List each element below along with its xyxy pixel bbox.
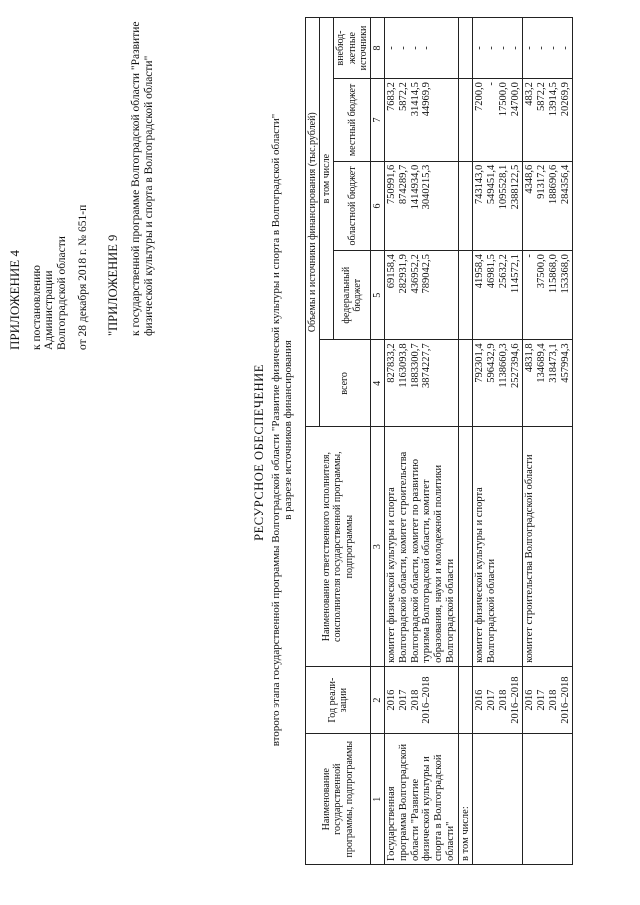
- header-including: в том числе: [320, 18, 334, 340]
- extra-cell: - - - -: [523, 18, 573, 79]
- empty-cell: [458, 79, 473, 162]
- empty-cell: [473, 734, 523, 865]
- document-subtitle: [270, 15, 295, 845]
- header-name: Наименование государственной программы, подпрограммы: [306, 734, 371, 865]
- document-title: РЕСУРСНОЕ ОБЕСПЕЧЕНИЕ: [252, 364, 266, 541]
- empty-cell: [458, 427, 473, 666]
- subtitle-line: в разрезе источников финансирования: [282, 340, 295, 520]
- federal-cell: 41958,4 46981,5 25632,2 114572,1: [473, 251, 523, 340]
- regional-cell: 4348,6 91317,2 188690,6 284356,4: [523, 161, 573, 250]
- column-number: 3: [370, 427, 384, 666]
- executor-cell: комитет физической культуры и спорта Волгоградской области: [473, 427, 523, 666]
- table-row: [473, 18, 523, 865]
- local-cell: 7683,2 5872,2 31414,5 44969,9: [385, 79, 459, 162]
- resolution-line: к постановлению: [30, 265, 43, 350]
- empty-cell: [458, 666, 473, 733]
- empty-cell: [458, 251, 473, 340]
- header-federal: федеральный бюджет: [334, 251, 371, 340]
- empty-cell: [523, 734, 573, 865]
- header-extra: внебюд-жетные источники: [334, 18, 371, 79]
- resolution-line: Администрации: [43, 270, 56, 350]
- column-number: 6: [370, 161, 384, 250]
- column-number: 1: [370, 734, 384, 865]
- extra-cell: - - - -: [385, 18, 459, 79]
- header-year: Год реали-зации: [306, 666, 371, 733]
- empty-cell: [458, 340, 473, 427]
- subtitle-line: второго этапа государственной программы Волгоградской области "Развитие физической культуры и спорта в Волгоградской области": [270, 113, 282, 747]
- total-cell: 4831,8 134689,4 318473,1 457994,3: [523, 340, 573, 427]
- resolution-line: Волгоградской области: [56, 236, 69, 350]
- regional-cell: 750991,6 874289,7 1414934,0 3040215,3: [385, 161, 459, 250]
- years-cell: 2016 2017 2018 2016–2018: [473, 666, 523, 733]
- program-name-cell: Государственная программа Волгоградской области "Развитие физической культуры и спорта в Волгоградской области": [385, 734, 459, 865]
- total-cell: 827833,2 1163093,8 1883300,7 3874227,7: [385, 340, 459, 427]
- resolution-header: [8, 20, 156, 350]
- table-row: [523, 18, 573, 865]
- resolution-date-line: от 28 декабря 2018 г. № 651-п: [77, 204, 90, 350]
- appendix-label: ПРИЛОЖЕНИЕ 4: [7, 250, 22, 350]
- appendix9-label: "ПРИЛОЖЕНИЕ 9: [106, 234, 121, 336]
- local-cell: 7200,0 - 17500,0 24700,0: [473, 79, 523, 162]
- header-local: местный бюджет: [334, 79, 371, 162]
- column-number: 7: [370, 79, 384, 162]
- column-number: 8: [370, 18, 384, 79]
- column-number: 2: [370, 666, 384, 733]
- including-label-cell: в том числе:: [458, 734, 473, 865]
- extra-cell: - - - -: [473, 18, 523, 79]
- table-row: [458, 18, 473, 865]
- header-executor: Наименование ответственного исполнителя, соисполнителя государственной программы, подпрограммы: [306, 427, 371, 666]
- executor-cell: комитет физической культуры и спорта Волгоградской области, комитет строительства Волгоградской области, комитет по развитию туризма Волгоградской области, комитет образования, науки и молодежной политики Волгоградской области: [385, 427, 459, 666]
- empty-cell: [458, 161, 473, 250]
- program-reference-line: к государственной программе Волгоградской области "Развитие: [130, 21, 143, 336]
- federal-cell: - 37500,0 115868,0 153368,0: [523, 251, 573, 340]
- header-regional: областной бюджет: [334, 161, 371, 250]
- years-cell: 2016 2017 2018 2016–2018: [385, 666, 459, 733]
- empty-cell: [458, 18, 473, 79]
- local-cell: 483,2 5872,2 13914,5 20269,9: [523, 79, 573, 162]
- funding-table: [305, 17, 573, 865]
- regional-cell: 743143,0 549451,4 1095528,1 2388122,5: [473, 161, 523, 250]
- column-number: 5: [370, 251, 384, 340]
- program-reference-line: физической культуры и спорта в Волгоградской области": [142, 55, 155, 336]
- column-number: 4: [370, 340, 384, 427]
- total-cell: 792301,4 596432,9 1138660,3 2527394,6: [473, 340, 523, 427]
- federal-cell: 69158,4 282931,9 436952,2 789042,5: [385, 251, 459, 340]
- table-row: [385, 18, 459, 865]
- years-cell: 2016 2017 2018 2016–2018: [523, 666, 573, 733]
- executor-cell: комитет строительства Волгоградской области: [523, 427, 573, 666]
- header-volumes: Объемы и источники финансирования (тыс.рублей): [306, 18, 320, 427]
- program-reference: [130, 20, 156, 336]
- header-total: всего: [320, 340, 371, 427]
